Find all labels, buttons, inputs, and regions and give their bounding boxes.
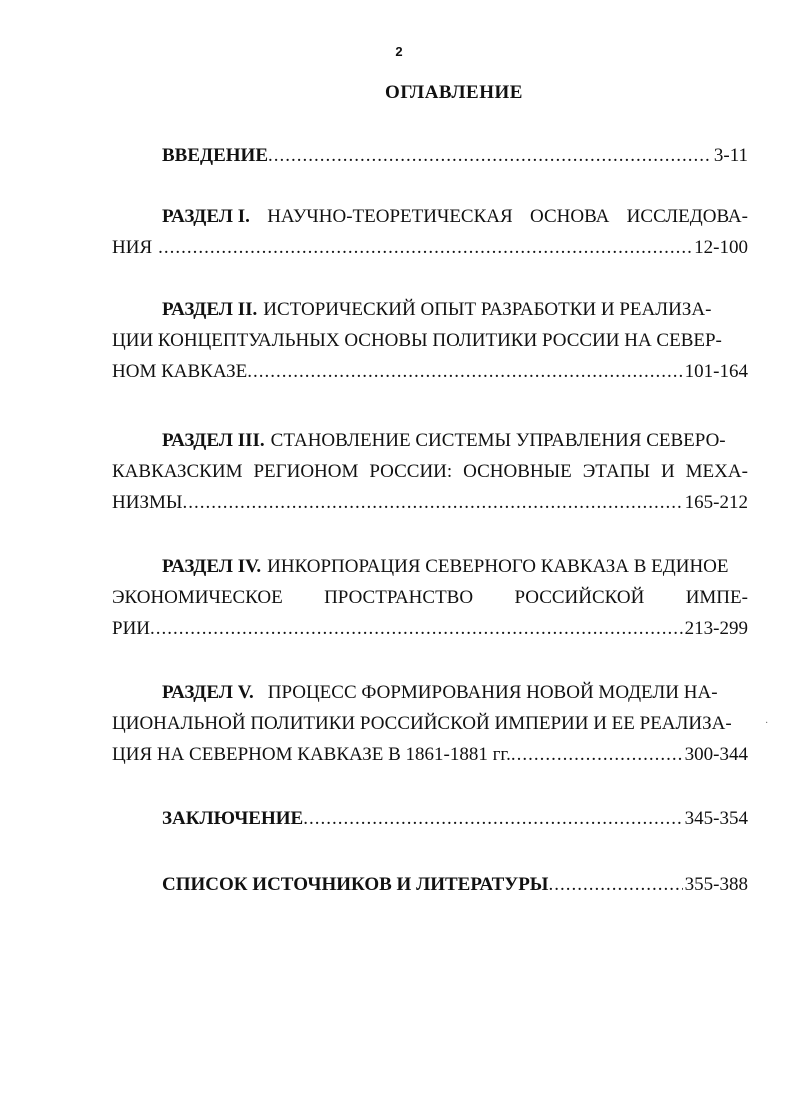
dot-leader [150, 613, 683, 644]
dot-leader [182, 487, 682, 518]
dot-leader [303, 803, 682, 834]
dot-leader [158, 232, 692, 263]
toc-text: ЦИИ КОНЦЕПТУАЛЬНЫХ ОСНОВЫ ПОЛИТИКИ РОССИИ НА СЕВЕР- [112, 330, 722, 351]
toc-text: ЦИЯ НА СЕВЕРНОМ КАВКАЗЕ В 1861-1881 гг. [112, 744, 511, 765]
toc-entry-sources[interactable] [112, 869, 748, 900]
toc-pages: 345-354 [684, 808, 748, 829]
toc-text: ИНКОРПОРАЦИЯ СЕВЕРНОГО КАВКАЗА В ЕДИНОЕ [267, 556, 729, 577]
toc-text: НИЗМЫ [112, 492, 183, 513]
toc-label: РАЗДЕЛ III. [162, 430, 265, 451]
toc-pages: 3-11 [713, 145, 748, 166]
toc-text: ЦИОНАЛЬНОЙ ПОЛИТИКИ РОССИЙСКОЙ ИМПЕРИИ И ЕЕ РЕАЛИЗА- [112, 713, 732, 734]
toc-word: КАВКАЗСКИМ [112, 461, 243, 482]
toc-entry-section-1[interactable] [112, 201, 748, 263]
page-title: ОГЛАВЛЕНИЕ [385, 82, 523, 103]
toc-word: ЭТАПЫ [582, 461, 650, 482]
toc-text: ПРОЦЕСС ФОРМИРОВАНИЯ НОВОЙ МОДЕЛИ НА- [267, 682, 718, 703]
toc-line [112, 456, 748, 487]
toc-entry-section-4[interactable] [112, 551, 748, 644]
toc-word: ИМПЕ- [685, 587, 748, 608]
dot-leader [548, 869, 682, 900]
toc-pages: 300-344 [684, 744, 748, 765]
toc-line [112, 582, 748, 613]
toc-label: РАЗДЕЛ V. [162, 682, 254, 703]
toc-word: ИССЛЕДОВА- [626, 206, 748, 227]
toc-entry-section-3[interactable] [112, 425, 748, 518]
toc-line [112, 201, 748, 232]
toc-text: НОМ КАВКАЗЕ [112, 361, 248, 382]
toc-pages: 165-212 [684, 492, 748, 513]
toc-word: РЕГИОНОМ [253, 461, 359, 482]
toc-text: СТАНОВЛЕНИЕ СИСТЕМЫ УПРАВЛЕНИЯ СЕВЕРО- [270, 430, 726, 451]
toc-word: ОСНОВНЫЕ [463, 461, 572, 482]
toc-label: ЗАКЛЮЧЕНИЕ [162, 808, 304, 829]
toc-word: ПРОСТРАНСТВО [324, 587, 474, 608]
toc-word: МЕХА- [685, 461, 748, 482]
toc-entry-section-2[interactable] [112, 294, 748, 387]
page-number: 2 [395, 44, 403, 59]
toc-pages: 213-299 [684, 618, 748, 639]
toc-entry-section-5[interactable] [112, 677, 748, 770]
stray-mark: · [765, 718, 769, 729]
toc-label: РАЗДЕЛ II. [162, 299, 258, 320]
toc-entry-intro[interactable] [112, 140, 748, 171]
dot-leader [511, 739, 683, 770]
toc-pages: 355-388 [684, 874, 748, 895]
toc-entry-conclusion[interactable] [112, 803, 748, 834]
toc-label: РАЗДЕЛ I. [162, 206, 250, 227]
toc-label: ВВЕДЕНИЕ [162, 145, 268, 166]
toc-label: РАЗДЕЛ IV. [162, 556, 262, 577]
toc-word: РОССИИ: [369, 461, 453, 482]
toc-word: РОССИЙСКОЙ [514, 587, 645, 608]
dot-leader [247, 356, 682, 387]
toc-text: НИЯ [112, 237, 153, 258]
toc-word: ОСНОВА [530, 206, 610, 227]
toc-pages: 101-164 [684, 361, 748, 382]
toc-text: РИИ [112, 618, 151, 639]
toc-text: ИСТОРИЧЕСКИЙ ОПЫТ РАЗРАБОТКИ И РЕАЛИЗА- [263, 299, 712, 320]
toc-pages: 12-100 [694, 237, 748, 258]
toc-label: СПИСОК ИСТОЧНИКОВ И ЛИТЕРАТУРЫ [162, 874, 549, 895]
toc-word: ЭКОНОМИЧЕСКОЕ [112, 587, 283, 608]
dot-leader [268, 140, 712, 171]
toc-word: НАУЧНО-ТЕОРЕТИЧЕСКАЯ [267, 206, 513, 227]
toc-word: И [660, 461, 675, 482]
